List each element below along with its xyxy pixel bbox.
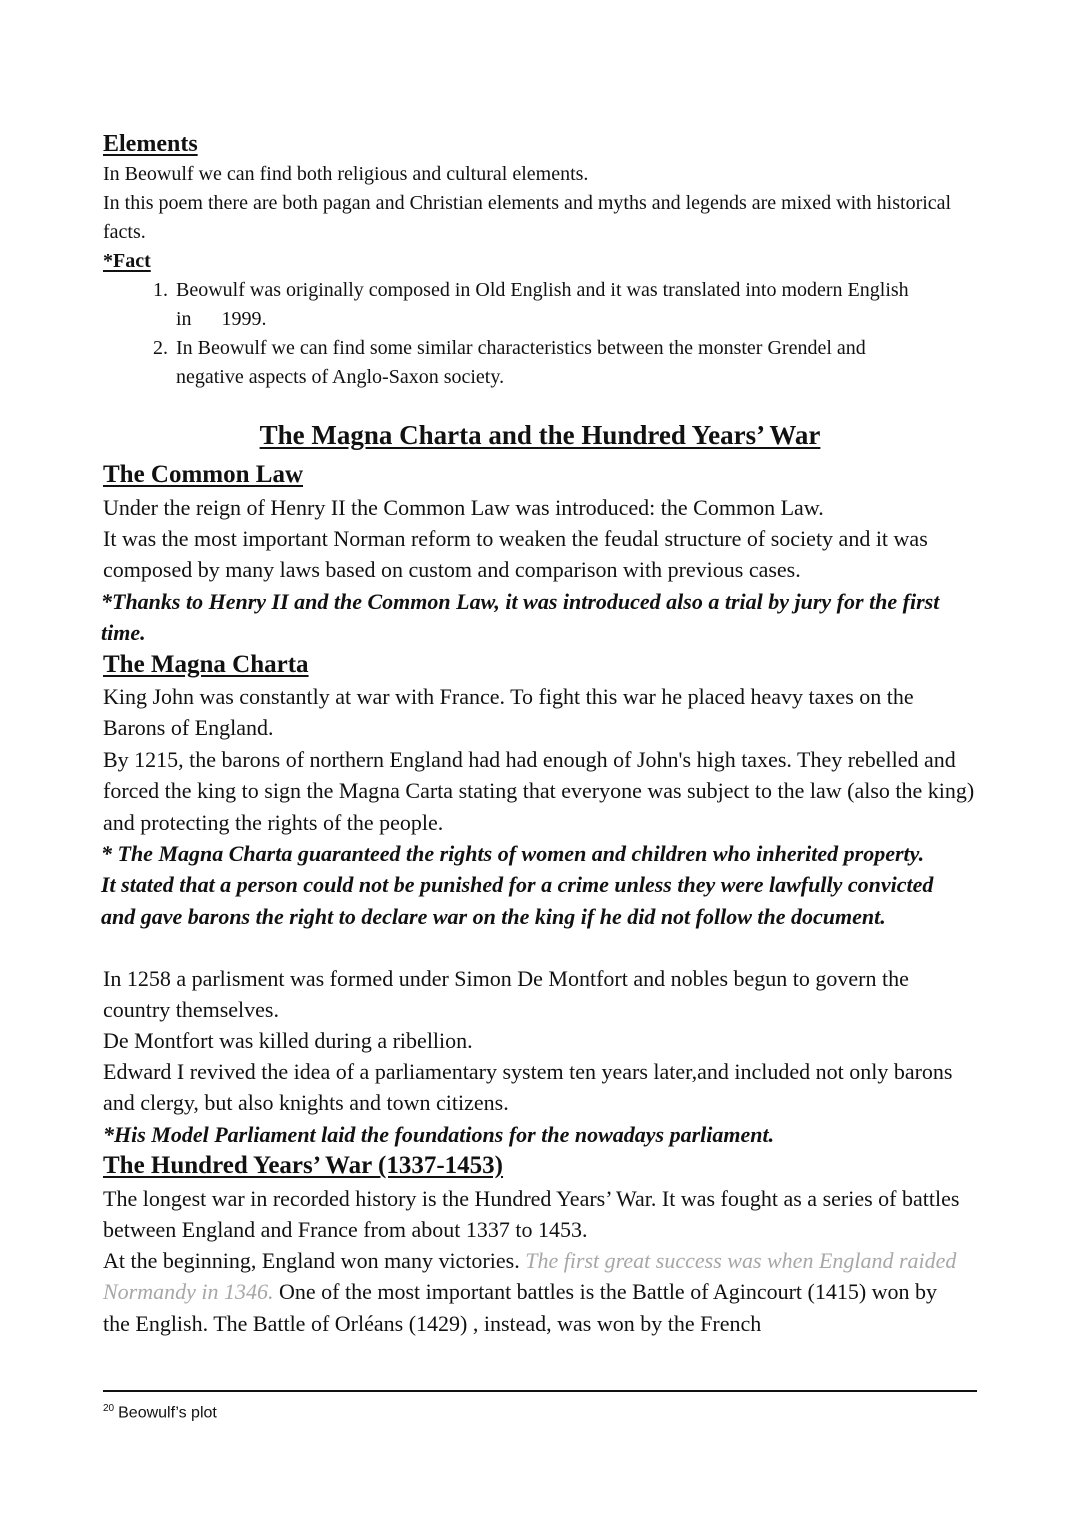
footnote-rule: [103, 1390, 977, 1392]
elements-heading: Elements: [103, 131, 198, 157]
fact-text: In Beowulf we can find some similar characteristics between the monster Grendel and: [176, 337, 866, 359]
magna-charta-para-3: In 1258 a parlisment was formed under Simon De Montfort and nobles begun to govern the country themselves.: [103, 966, 909, 1023]
elements-para-1: In Beowulf we can find both religious and cultural elements.: [103, 163, 589, 185]
hundred-years-heading: The Hundred Years’ War (1337-1453): [103, 1152, 504, 1179]
fact-item-cont: [103, 305, 983, 334]
fact-text-cont: in 1999.: [176, 308, 267, 330]
fact-number: 2.: [153, 337, 168, 359]
para-2-end: One of the most important battles is the Battle of Agincourt (1415) won by the English. The Battle of Orléans (1429) , instead, was won by the French: [103, 1279, 938, 1336]
magna-charta-heading: The Magna Charta: [103, 651, 309, 678]
hundred-years-para-1: The longest war in recorded history is the Hundred Years’ War. It was fought as a series of battles between England and France from about 1337 to 1453.: [103, 1186, 960, 1243]
common-law-para-2: It was the most important Norman reform to weaken the feudal structure of society and it was composed by many laws based on custom and comparison with previous cases.: [103, 526, 928, 583]
elements-para-2: In this poem there are both pagan and Christian elements and myths and legends are mixed with historical facts.: [103, 192, 952, 243]
magna-charta-para-1: King John was constantly at war with France. To fight this war he placed heavy taxes on the Barons of England.: [103, 684, 914, 741]
fact-list: [103, 276, 983, 392]
fact-heading: *Fact: [103, 250, 151, 272]
magna-charta-para-4: De Montfort was killed during a ribellion.: [103, 1028, 473, 1053]
hundred-years-para-2: [103, 1245, 963, 1339]
para-2-grey-text: The first great success was when England raided Normandy in 1346.: [103, 1248, 957, 1305]
common-law-para-1: Under the reign of Henry II the Common Law was introduced: the Common Law.: [103, 495, 824, 520]
para-2-start: At the beginning, England won many victories.: [103, 1248, 526, 1273]
footnote: [103, 1403, 217, 1422]
footnote-text: Beowulf’s plot: [118, 1404, 217, 1422]
common-law-note: *Thanks to Henry II and the Common Law, it was introduced also a trial by jury for the first time.: [101, 589, 940, 646]
footnote-number: 20: [103, 1403, 115, 1414]
fact-item: [103, 276, 983, 305]
fact-number: 1.: [153, 279, 168, 301]
magna-charta-note-2: *His Model Parliament laid the foundations for the nowadays parliament.: [103, 1122, 775, 1147]
fact-item: [103, 334, 983, 363]
magna-charta-para-5: Edward I revived the idea of a parliamentary system ten years later,and included not only barons and clergy, but also knights and town citizens.: [103, 1059, 953, 1116]
fact-text-cont: negative aspects of Anglo-Saxon society.: [176, 366, 505, 388]
fact-text: Beowulf was originally composed in Old English and it was translated into modern English: [176, 279, 909, 301]
magna-charta-note: * The Magna Charta guaranteed the rights of women and children who inherited property. It stated that a person could not be punished for a crime unless they were lawfully convicted and gave barons the right to declare war on the king if he did not follow the document.: [101, 841, 934, 929]
fact-item-cont: [103, 363, 983, 392]
common-law-heading: The Common Law: [103, 461, 304, 488]
magna-charta-para-2: By 1215, the barons of northern England had had enough of John's high taxes. They rebelled and forced the king to sign the Magna Carta stating that everyone was subject to the law (also the king) and protecting the rights of the people.: [103, 747, 975, 835]
section-title: The Magna Charta and the Hundred Years’ War: [259, 420, 821, 450]
